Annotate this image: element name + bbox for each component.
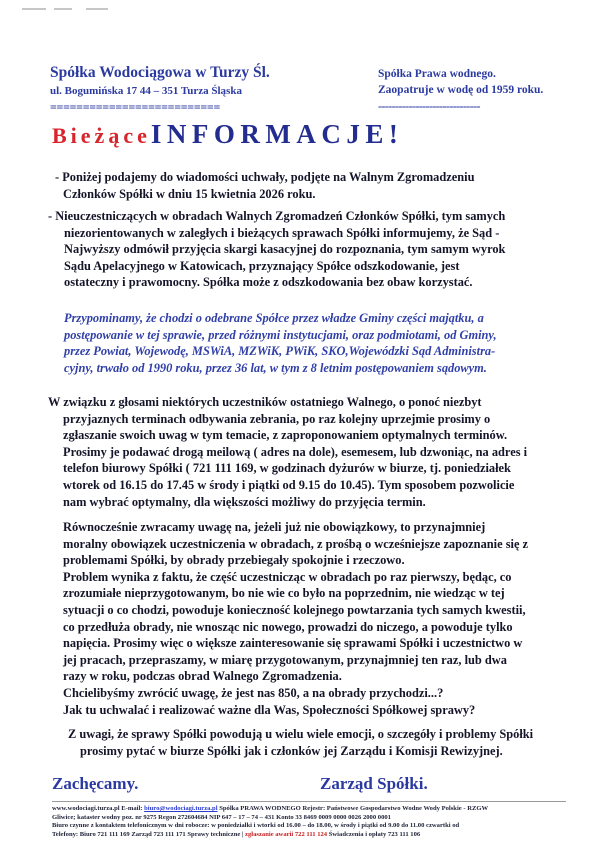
text-line: Sądu Apelacyjnego w Katowicach, przyznający Spółce odszkodowanie, jest: [64, 258, 460, 273]
footer-line-web: [52, 805, 566, 814]
text-line: - Nieuczestniczących w obradach Walnych Zgromadzeń Członków Spółki, tym samych: [48, 209, 506, 223]
organization-name: Spółka Wodociągowa w Turzy Śl.: [50, 64, 270, 81]
paragraph-contact-office: [68, 726, 533, 759]
text-line: moralny obowiązek uczestniczenia w obradach, z prośbą o wcześniejsze zapoznanie się z: [63, 536, 529, 551]
text-line: Najwyższy odmówił przyjęcia skargi kasacyjnej do rozpoznania, tym samym wyrok: [64, 242, 506, 257]
text-line: W związku z głosami niektórych uczestników ostatniego Walnego, o ponoć niezbyt: [48, 395, 482, 409]
footer-line-phones: [52, 831, 566, 840]
letterhead-rule-single: ------------------------------: [378, 99, 480, 113]
title-word-current: Bieżące: [52, 123, 151, 148]
text-line: przez Powiat, Wojewodę, MSWiA, MZWiK, PWiK, SKO,Wojewódzki Sąd Administra-: [64, 344, 496, 359]
scan-mark: [22, 8, 46, 10]
page-title: [52, 119, 403, 154]
paragraph-resolutions: [55, 169, 474, 202]
signoff-board: Zarząd Spółki.: [320, 774, 428, 793]
text-line: cyjny, trwało od 1990 roku, przez 36 lat, w tym z 8 letnim postępowaniem sądowym.: [64, 360, 487, 375]
text-line: Problem wynika z faktu, że część uczestnicząc w obradach po raz pierwszy, będąc, co: [63, 569, 512, 584]
paragraph-reminder: [64, 310, 497, 376]
footer-line-registry: Gliwice; kataster wodny poz. nr 9275 Regon 272604684 NIP 647 – 17 – 74 – 431 Konto 33 8469 0009 0000 0026 2000 0001: [52, 813, 391, 821]
organization-type: Spółka Prawa wodnego.: [378, 68, 496, 80]
text-line: razy w roku, podczas obrad Walnego Zgromadzenia.: [63, 669, 342, 684]
signoff-encourage: Zachęcamy.: [52, 774, 139, 793]
text-line: sytuacji o co chodzi, powoduje konieczność kolejnego powtarzania tych samych kwestii,: [63, 602, 526, 617]
paragraph-meeting-dates: [48, 394, 527, 510]
letterhead-left: [50, 64, 270, 115]
scan-mark: [86, 8, 108, 10]
text-line: niezorientowanych w zaległych i bieżących sprawach Spółki informujemy, że Sąd -: [64, 225, 500, 240]
scan-mark: [54, 8, 72, 10]
footer-registry: Spółka PRAWA WODNEGO Rejestr: Państwowe Gospodarstwo Wodne Wody Polskie - RZGW: [217, 805, 489, 812]
footer: [52, 801, 566, 839]
footer-website: www.wodociagi.turza.pl E-mail:: [52, 805, 145, 812]
text-line: ostateczny i prawomocny. Spółka może z odszkodowania bez obaw korzystać.: [64, 275, 473, 290]
text-line: - Poniżej podajemy do wiadomości uchwały, podjęte na Walnym Zgromadzeniu: [55, 170, 475, 184]
text-line: Jak tu uchwalać i realizować ważne dla Was, Społeczności Spółkowej sprawy?: [63, 702, 476, 717]
paragraph-court-ruling: [48, 208, 505, 291]
paragraph-attendance: [63, 519, 528, 718]
text-line: co przedłuża obrady, nie wnosząc nic nowego, prowadzi do niczego, a powoduje tylko: [63, 619, 513, 634]
text-line: nam wybrać optymalny, dla większości możliwy do przyjęcia termin.: [63, 494, 426, 509]
text-line: wtorek od 16.15 do 17.45 w środy i piątki od 9.15 do 10.45). Tym sposobem pozwolicie: [63, 477, 515, 492]
text-line: postępowanie w tej sprawie, przed różnymi instytucjami, oraz podmiotami, od Gminy,: [64, 327, 497, 342]
organization-address: ul. Bogumińska 17 44 – 351 Turza Śląska: [50, 85, 242, 97]
text-line: Członków Spółki w dniu 15 kwietnia 2026 roku.: [63, 186, 316, 201]
footer-fees-phone: Świadczenia i opłaty 723 111 106: [327, 830, 421, 838]
footer-phones: Telefony: Biuro 721 111 169 Zarząd 723 111 171 Sprawy techniczne |: [52, 830, 246, 838]
text-line: prosimy pytać w biurze Spółki jak i członków jej Zarządu i Komisji Rewizyjnej.: [80, 743, 503, 758]
title-word-information: INFORMACJE!: [150, 119, 404, 149]
text-line: Chcielibyśmy zwrócić uwagę, że jest nas 850, a na obrady przychodzi...?: [63, 685, 444, 700]
letterhead-right: [378, 68, 543, 114]
footer-emergency-phone: zgłaszanie awarii 722 111 124: [245, 830, 328, 838]
text-line: Prosimy je podawać drogą meilową ( adres na dole), esemesem, lub dzwoniąc, na adres i: [63, 444, 528, 459]
organization-since: Zaopatruje w wodę od 1959 roku.: [378, 84, 544, 96]
footer-email-link[interactable]: biuro@wodociagi.turza.pl: [144, 805, 218, 812]
text-line: Przypominamy, że chodzi o odebrane Spółce przez władze Gminy części majątku, a: [64, 311, 484, 325]
text-line: zgłaszanie swoich uwag w tym temacie, z zaproponowaniem optymalnych terminów.: [63, 428, 508, 443]
text-line: Równocześnie zwracamy uwagę na, jeżeli już nie obowiązkowy, to przynajmniej: [63, 520, 486, 534]
text-line: telefon biurowy Spółki ( 721 111 169, w godzinach dyżurów w biurze, tj. poniedziałek: [63, 461, 511, 476]
text-line: napięcia. Prosimy więc o większe zainteresowanie się sprawami Spółki i uczestnictwo w: [63, 636, 523, 651]
text-line: Z uwagi, że sprawy Spółki powodują u wielu wiele emocji, o szczegóły i problemy Spółki: [68, 727, 534, 741]
text-line: problemami Spółki, by obrady przebiegały spokojnie i rzeczowo.: [63, 553, 405, 568]
footer-line-hours: Biuro czynne z kontaktem telefonicznym w dni robocze: w poniedziałki i wtorki od 16.00 – do 18.00, w środy i piątki od 9.00 do 11.00 czwartki od: [52, 822, 460, 830]
text-line: zrozumiałe nieprzygotowanym, bo nie wie co było na poprzednim, nie wiedząc w tej: [63, 586, 505, 601]
letterhead-rule-double: ==========================: [50, 100, 220, 114]
text-line: jej pracach, przepraszamy, w miarę przygotowanym, przynajmniej ten raz, lub dwa: [63, 652, 507, 667]
text-line: przyjaznych terminach odbywania zebrania, po raz kolejny uprzejmie prosimy o: [63, 411, 491, 426]
